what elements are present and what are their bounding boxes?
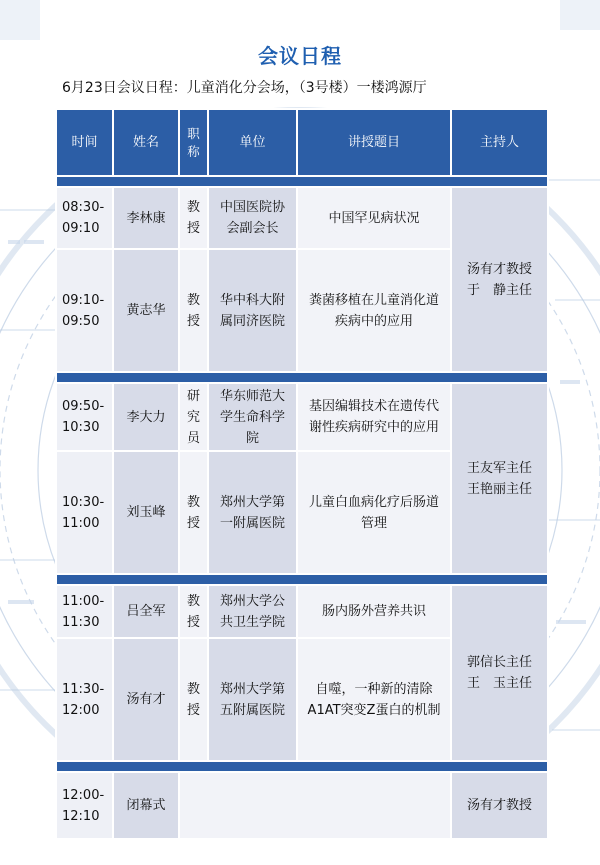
topic-cell: 粪菌移植在儿童消化道 疾病中的应用 <box>297 249 451 372</box>
host-cell: 王友军主任 王艳丽主任 <box>451 383 548 574</box>
header-rank: 职 称 <box>179 109 208 176</box>
topic-cell: 儿童白血病化疗后肠道 管理 <box>297 451 451 574</box>
unit-cell: 华中科大附 属同济医院 <box>208 249 297 372</box>
name-cell: 刘玉峰 <box>113 451 179 574</box>
time-cell: 11:30- 12:00 <box>56 638 113 761</box>
topic-cell: 肠内肠外营养共识 <box>297 585 451 638</box>
rank-cell: 教 授 <box>179 249 208 372</box>
unit-cell: 郑州大学第 五附属医院 <box>208 638 297 761</box>
table-header-row <box>56 109 548 176</box>
topic-cell: 中国罕见病状况 <box>297 187 451 249</box>
schedule-table <box>55 108 549 840</box>
table-row <box>56 187 548 249</box>
closing-name-cell: 闭幕式 <box>113 772 179 839</box>
time-cell: 08:30- 09:10 <box>56 187 113 249</box>
time-cell: 09:50- 10:30 <box>56 383 113 451</box>
time-cell: 10:30- 11:00 <box>56 451 113 574</box>
topic-cell: 基因编辑技术在遗传代 谢性疾病研究中的应用 <box>297 383 451 451</box>
rank-cell: 教 授 <box>179 451 208 574</box>
header-time: 时间 <box>56 109 113 176</box>
time-cell: 12:00- 12:10 <box>56 772 113 839</box>
time-cell: 11:00- 11:30 <box>56 585 113 638</box>
closing-row <box>56 772 548 839</box>
unit-cell: 郑州大学第 一附属医院 <box>208 451 297 574</box>
name-cell: 吕全军 <box>113 585 179 638</box>
time-cell: 09:10- 09:50 <box>56 249 113 372</box>
header-topic: 讲授题目 <box>297 109 451 176</box>
host-cell: 汤有才教授 于 静主任 <box>451 187 548 372</box>
topic-cell: 自噬，一种新的清除 A1AT突变Z蛋白的机制 <box>297 638 451 761</box>
table-row <box>56 383 548 451</box>
name-cell: 汤有才 <box>113 638 179 761</box>
rank-cell: 教 授 <box>179 638 208 761</box>
rank-cell: 研 究 员 <box>179 383 208 451</box>
name-cell: 李林康 <box>113 187 179 249</box>
header-name: 姓名 <box>113 109 179 176</box>
header-host: 主持人 <box>451 109 548 176</box>
host-cell: 郭信长主任 王 玉主任 <box>451 585 548 761</box>
rank-cell: 教 授 <box>179 585 208 638</box>
unit-cell: 郑州大学公 共卫生学院 <box>208 585 297 638</box>
unit-cell: 华东师范大 学生命科学 院 <box>208 383 297 451</box>
unit-cell: 中国医院协 会副会长 <box>208 187 297 249</box>
name-cell: 李大力 <box>113 383 179 451</box>
header-unit: 单位 <box>208 109 297 176</box>
closing-blank-cell <box>179 772 451 839</box>
host-cell: 汤有才教授 <box>451 772 548 839</box>
table-row <box>56 585 548 638</box>
page-title: 会议日程 <box>258 44 342 68</box>
schedule-subtitle: 6月23日会议日程：儿童消化分会场，（3号楼）一楼鸿源厅 <box>62 80 427 96</box>
rank-cell: 教 授 <box>179 187 208 249</box>
name-cell: 黄志华 <box>113 249 179 372</box>
